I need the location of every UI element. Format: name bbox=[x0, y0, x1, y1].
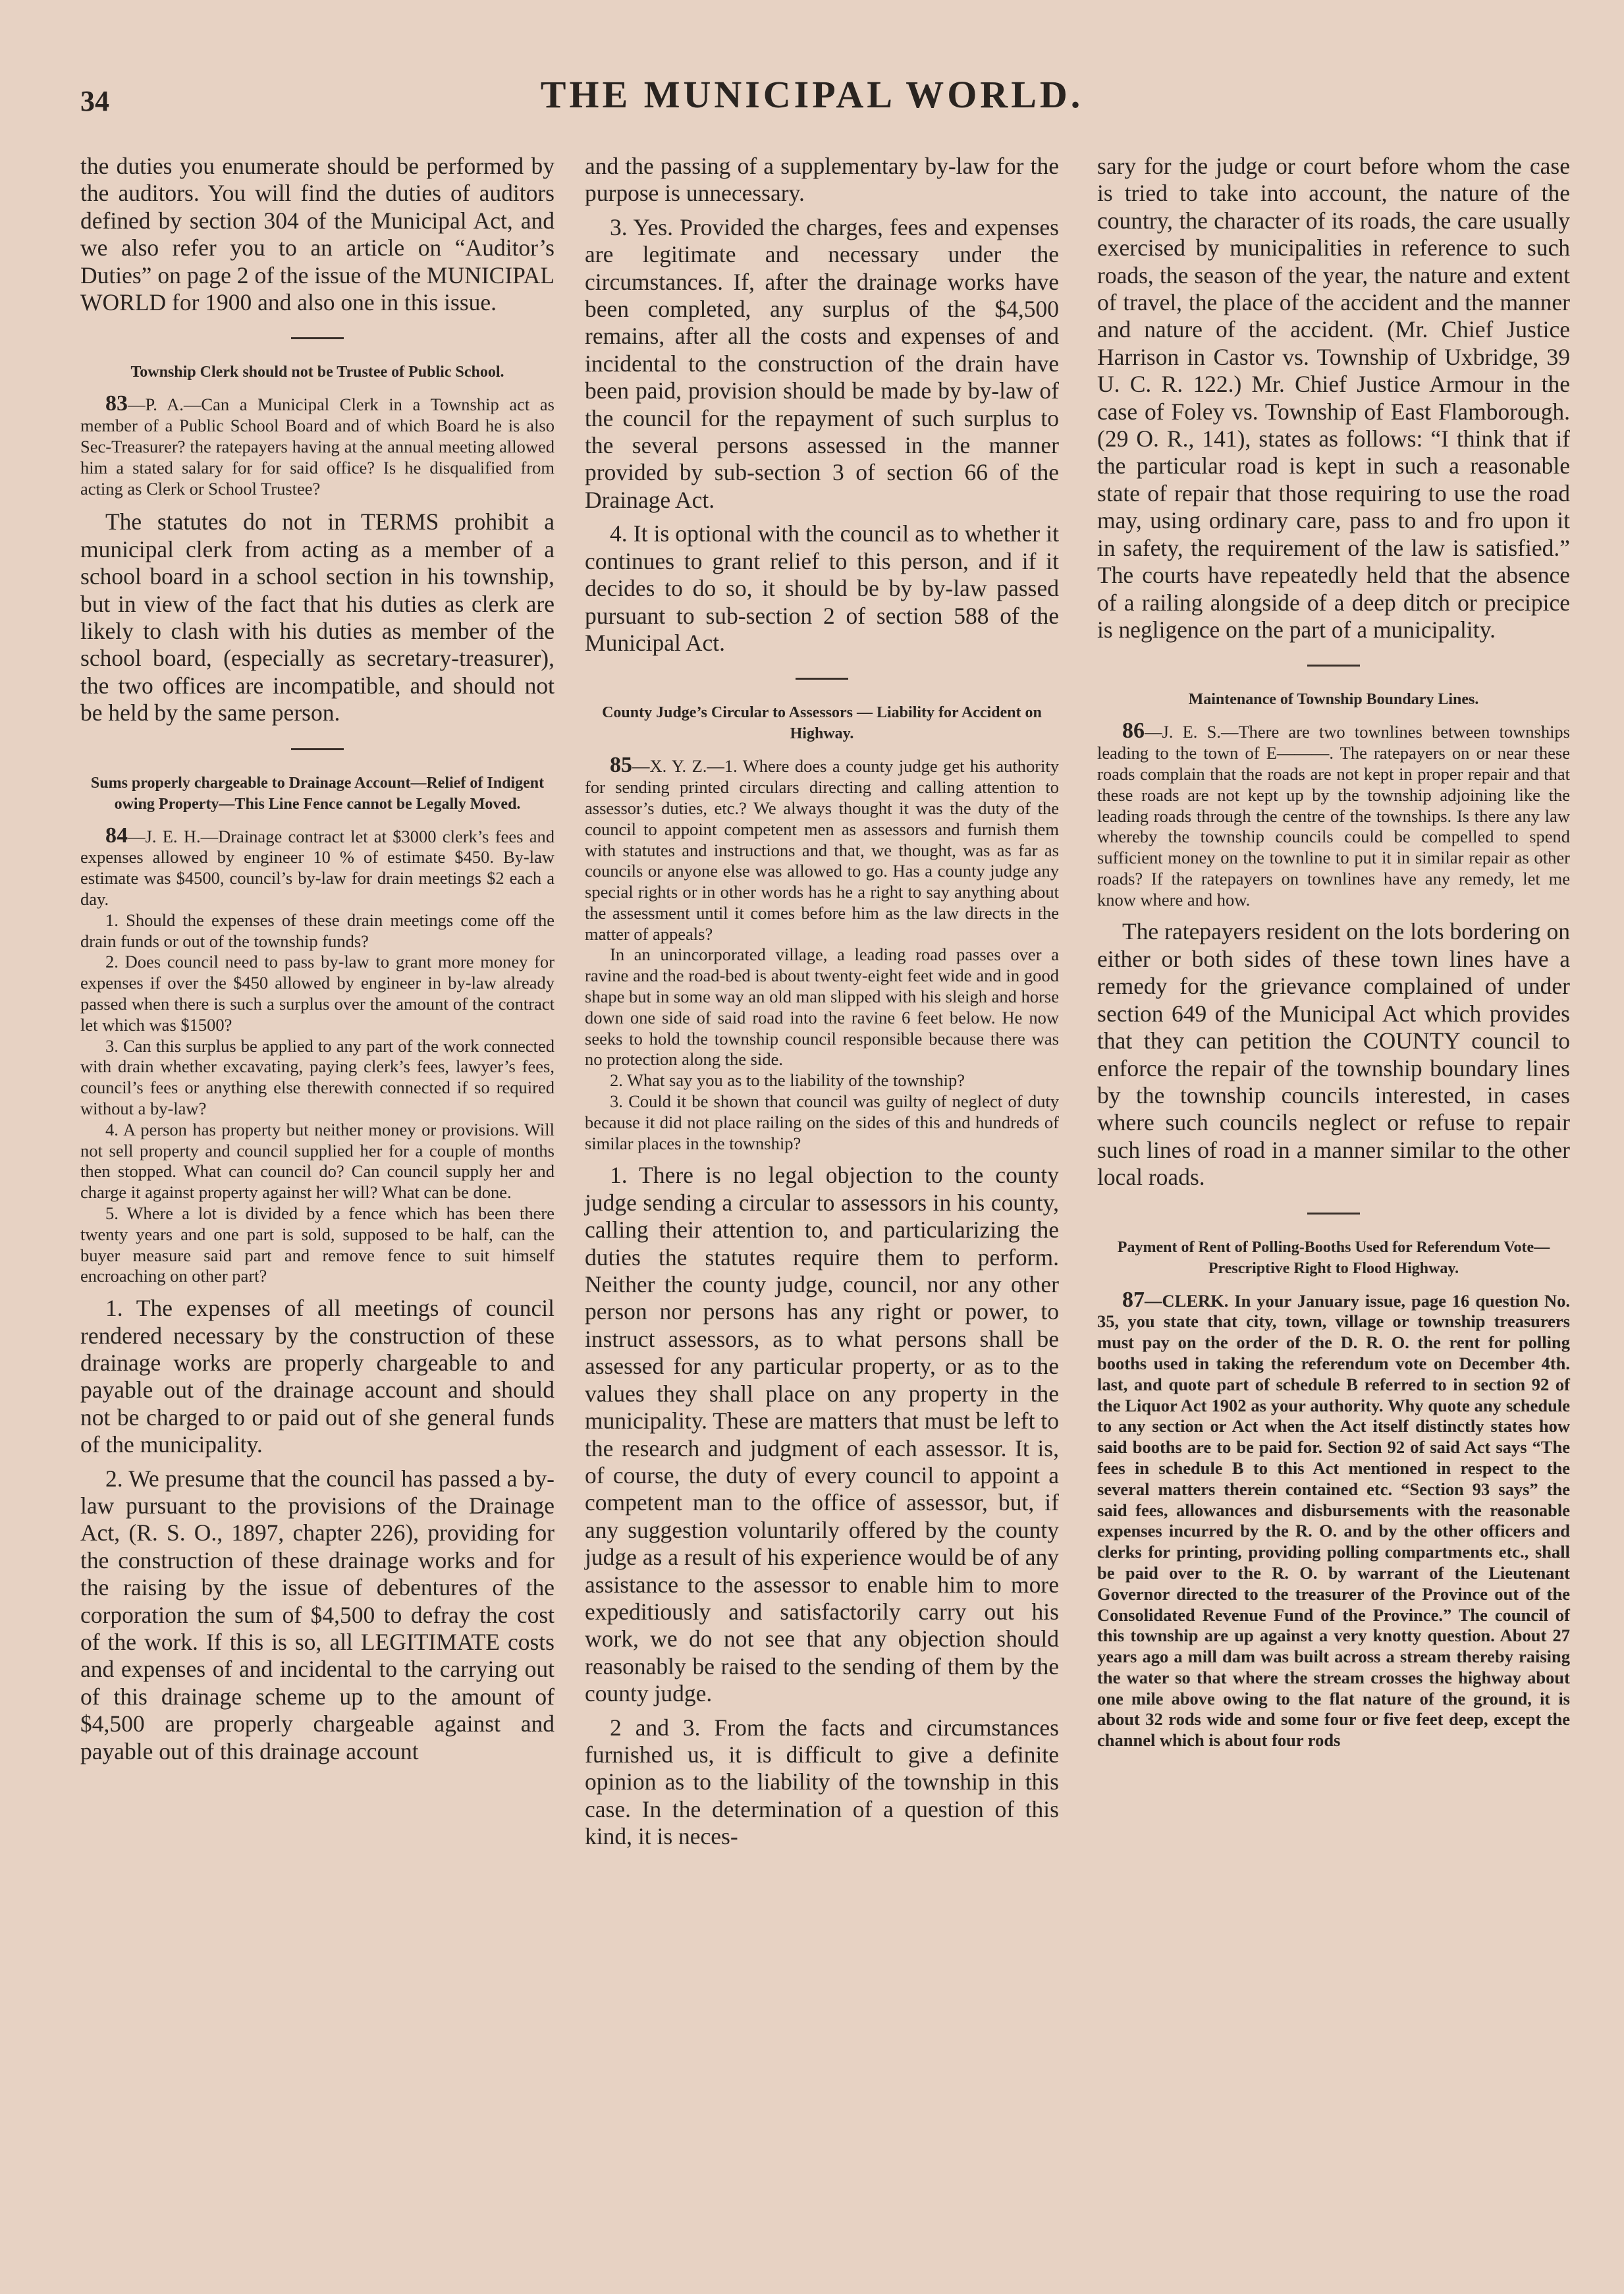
question-item: In an unincorporated village, a leading road passes over a ravine and the road-bed is about twenty-eight feet wide and in good shape but in some way an old man slipped with his sleigh and horse down one side of said road into the ravine 6 feet below. He now seeks to hold the township council responsible because there was no protection along the side. bbox=[585, 944, 1059, 1070]
paragraph: sary for the judge or court before whom the case is tried to take into account, the nature of the country, the character of its roads, the care usually exercised by municipalities in reference to such roads, the season of the year, the nature and extent of travel, the place of the accident and the manner and nature of the accident. (Mr. Chief Justice Harrison in Castor vs. Township of Uxbridge, 39 U. C. R. 122.) Mr. Chief Justice Armour in the case of Foley vs. Township of East Flamborough. (29 O. R., 141), states as follows: “I think that if the particular road is kept in such a reasonable state of repair that those requiring to use the road may, using ordinary care, pass to and fro upon it in safety, the requirement of the law is satisfied.” The courts have repeatedly held that the absence of a railing alongside of a deep ditch or precipice is negligence on the part of a municipality. bbox=[1097, 153, 1570, 643]
question-item: 2. Does council need to pass by-law to grant more money for expenses if over the $450 allowed by engineer in by-law already passed when there is such a surplus over the amount of the contract let which was $1500? bbox=[80, 952, 555, 1035]
question-text: —CLERK. In your January issue, page 16 question No. 35, you state that city, town, village or township treasurers must pay on the order of the D. R. O. the rent for polling booths used in taking the referendum vote on December 4th. last, and quote part of schedule B referred to in section 92 of the Liquor Act 1902 as your authority. Why quote any schedule to any section or Act when the Act itself distinctly states how said booths are to be paid for. Section 92 of said Act says “The fees in schedule B to this Act mentioned in respect to the several matters therein contained etc. “Section 93 says” the said fees, allowances and disbursements with the reasonable expenses incurred by the R. O. and by the other officers and clerks for printing, providing polling compartments etc., shall be paid over to the R. O. by warrant of the Lieutenant Governor directed to the treasurer of the Province out of the Consolidated Revenue Fund of the Province.” The council of this township are up against a very knotty question. About 27 years ago a mill dam was built across a stream thereby raising the water so that where the stream crosses the highway about one mile above owing to the flat nature of the ground, it is about 32 rods wide and some four or five feet deep, except the channel which is about four rods bbox=[1097, 1290, 1570, 1751]
answer: 3. Yes. Provided the charges, fees and expenses are legitimate and necessary under the circumstances. If, after the drainage works have been completed, any surplus of the $4,500 remains, after all the costs and expenses of and incidental to the construction of the drain have been paid, provision should be made by by-law of the council for the repayment of such surplus to the several persons assessed in the manner provided by sub-section 3 of section 66 of the Drainage Act. bbox=[585, 213, 1059, 513]
question-item: 1. Should the expenses of these drain meetings come off the drain funds or out of the township funds? bbox=[80, 910, 555, 951]
divider bbox=[796, 678, 848, 680]
answer: The ratepayers resident on the lots bordering on either or both sides of these town lines have a remedy for the grievance complained of under section 649 of the Municipal Act which provides that they can petition the COUNTY council to enforce the repair of the township boundary lines by the township councils interested, in cases where such councils neglect or refuse to repair such lines of road in a manner similar to the other local roads. bbox=[1097, 918, 1570, 1191]
answer: 1. There is no legal objection to the county judge sending a circular to assessors in his county, calling their attention to, and particularizing the duties the statutes require them to perform. Neither the county judge, council, nor any other person nor persons has any right or power, to instruct assessors, as to what persons shall be assessed for any particular property, or as to the values they shall place on any property in the municipality. These are matters that must be left to the research and judgment of each assessor. It is, of course, the duty of every council to appoint a competent man to the office of assessor, but, if any suggestion voluntarily offered by the county judge as a result of his experience would be of any assistance to the assessor to enable him to more expeditiously and satisfactorily carry out his work, we do not see that any objection should reasonably be raised to the sending of them by the county judge. bbox=[585, 1162, 1059, 1707]
question-item: 2. What say you as to the liability of the township? bbox=[610, 1070, 965, 1091]
question-number: 83 bbox=[105, 391, 128, 416]
question-item: 3. Can this surplus be applied to any part of the work connected with drain whether excavating, paying clerk’s fees, lawyer’s fees, council’s fees or anything else therewith connected if so required without a by-law? bbox=[80, 1035, 555, 1119]
question-number: 84 bbox=[105, 823, 128, 848]
section-heading: Township Clerk should not be Trustee of Public School. bbox=[130, 364, 504, 381]
paragraph: and the passing of a supplementary by-law for the purpose is unnecessary. bbox=[585, 153, 1059, 207]
question-item: 3. Could it be shown that council was guilty of neglect of duty because it did not place railing on the sides of this and hundreds of similar places in the township? bbox=[585, 1091, 1059, 1153]
page-title: THE MUNICIPAL WORLD. bbox=[540, 73, 1084, 116]
question-number: 85 bbox=[610, 753, 632, 778]
divider bbox=[1307, 1213, 1360, 1215]
section-heading: Sums properly chargeable to Drainage Account—Relief of Indigent owing Property—This Line Fence cannot be Legally Moved. bbox=[90, 774, 545, 813]
question-item: 5. Where a lot is divided by a fence which has been there twenty years and one part is sold, supposed to be half, can the buyer measure said part and remove fence to suit himself encroaching on other part? bbox=[80, 1203, 555, 1286]
question bbox=[1097, 721, 1570, 910]
question-item: 4. A person has property but neither money or provisions. Will not sell property and council supplied her for a couple of months then stopped. What can council do? Can council supply her and charge it against property against her will? What can be done. bbox=[80, 1119, 555, 1203]
question-text: —J. E. H.—Drainage contract let at $3000 clerk’s fees and expenses allowed by engineer 10 % of estimate $450. By-law estimate was $4500, council’s by-law for drain meetings $2 each a day. bbox=[80, 826, 555, 910]
divider bbox=[291, 748, 344, 750]
question-text: —J. E. S.—There are two townlines between townships leading to the town of E———. The ratepayers on or near these roads complain that the roads are not kept in proper repair and that these roads are not kept up by the township adjoining like the leading roads through the centre of the townships. Is there any law whereby the township councils could be compelled to spend sufficient money on the townline to put it in similar repair as other roads? If the ratepayers on townlines have any remedy, let me know where and how. bbox=[1097, 722, 1570, 910]
question-text: —P. A.—Can a Municipal Clerk in a Township act as member of a Public School Board and of which Board he is also Sec-Treasurer? the ratepayers having at the annual meeting allowed him a stated salary for for said office? Is he disqualified from acting as Clerk or School Trustee? bbox=[80, 395, 555, 499]
divider bbox=[1307, 665, 1360, 667]
page-number: 34 bbox=[80, 85, 109, 117]
question bbox=[80, 825, 555, 910]
divider bbox=[291, 337, 344, 339]
column-2 bbox=[585, 153, 1059, 1851]
question bbox=[80, 393, 555, 499]
question-text: —X. Y. Z.—1. Where does a county judge get his authority for sending printed circulars directing and calling attention to assessor’s duties, etc.? We always thought it was the duty of the council to appoint competent men as assessors and furnish them with statutes and instructions and that, we thought, was as far as councils or anyone else was allowed to go. Has a county judge any special rights or in other words has he a right to say anything about the assessment until it comes before him as the law directs in the matter of appeals? bbox=[585, 756, 1059, 944]
section-heading: County Judge’s Circular to Assessors — Liability for Accident on Highway. bbox=[602, 704, 1042, 743]
question-number: 87 bbox=[1122, 1287, 1145, 1312]
column-1 bbox=[80, 153, 555, 1765]
question bbox=[1097, 1287, 1570, 1752]
answer: The statutes do not in TERMS prohibit a municipal clerk from acting as a member of a school board in a school section in his township, but in view of the fact that his duties as clerk are likely to clash with his duties as member of the school board, (especially as secretary-treasurer), the two offices are incompatible, and should not be held by the same person. bbox=[80, 508, 555, 726]
answer: 1. The expenses of all meetings of council rendered necessary by the construction of these drainage works are properly chargeable to and payable out of the drainage account and should not be charged to or paid out of she general funds of the municipality. bbox=[80, 1295, 555, 1458]
section-heading: Maintenance of Township Boundary Lines. bbox=[1188, 691, 1479, 709]
column-3 bbox=[1097, 153, 1570, 1751]
question-number: 86 bbox=[1122, 719, 1145, 744]
question bbox=[585, 755, 1059, 944]
answer: 2. We presume that the council has passed a by-law pursuant to the provisions of the Drainage Act, (R. S. O., 1897, chapter 226), providing for the construction of these drainage works and for the raising by the issue of debentures of the corporation the sum of $4,500 to defray the cost of the work. If this is so, all LEGITIMATE costs and expenses of and incidental to the carrying out of this drainage scheme up to the amount of $4,500 are properly chargeable against and payable out of this drainage account bbox=[80, 1465, 555, 1764]
answer: 4. It is optional with the council as to whether it continues to grant relief to this person, and if it decides to do so, it should be by by-law passed pursuant to sub-section 2 of section 588 of the Municipal Act. bbox=[585, 520, 1059, 656]
section-heading: Payment of Rent of Polling-Booths Used for Referendum Vote—Prescriptive Right to Flood Highway. bbox=[1117, 1238, 1550, 1277]
paragraph: the duties you enumerate should be performed by the auditors. You will find the duties of auditors defined by section 304 of the Municipal Act, and we also refer you to an article on “Auditor’s Duties” on page 2 of the issue of the MUNICIPAL WORLD for 1900 and also one in this issue. bbox=[80, 153, 555, 316]
answer: 2 and 3. From the facts and circumstances furnished us, it is difficult to give a definite opinion as to the liability of the township in this case. In the determination of a question of this kind, it is neces- bbox=[585, 1714, 1059, 1850]
